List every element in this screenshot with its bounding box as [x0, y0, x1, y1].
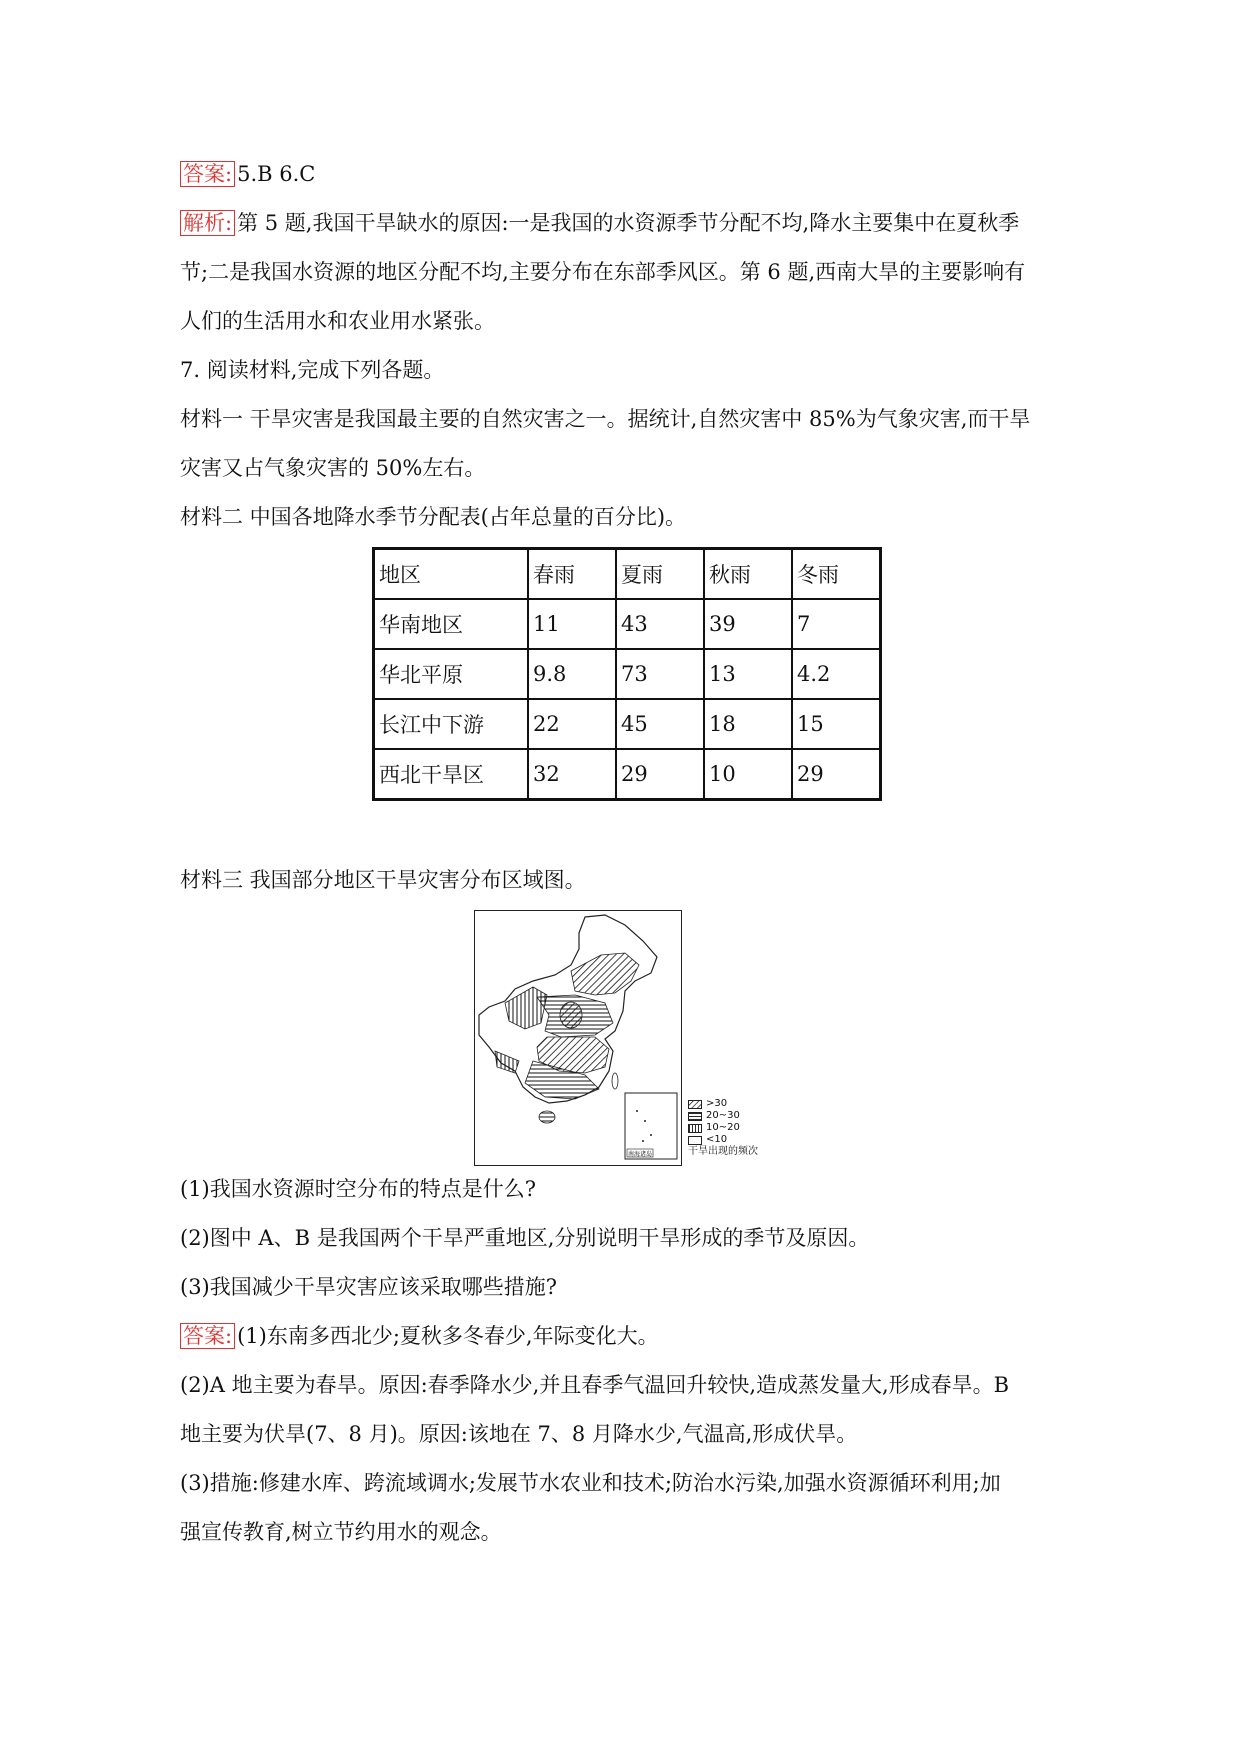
table-cell: 29	[792, 749, 881, 800]
legend-label: <10	[706, 1134, 728, 1145]
table-header-cell: 夏雨	[616, 549, 704, 600]
table-row	[374, 599, 881, 649]
material-2: 材料二 中国各地降水季节分配表(占年总量的百分比)。	[180, 505, 687, 529]
legend-item	[688, 1122, 798, 1134]
table-cell: 15	[792, 699, 881, 749]
table-header-cell: 冬雨	[792, 549, 881, 600]
answer-3-line-1: (3)措施:修建水库、跨流域调水;发展节水农业和技术;防治水污染,加强水资源循环利用;加	[180, 1471, 1001, 1495]
answer-text: 5.B 6.C	[237, 162, 316, 186]
table-cell: 43	[616, 599, 704, 649]
table-cell: 华北平原	[374, 649, 529, 699]
legend-swatch-icon	[688, 1112, 702, 1121]
table-cell: 9.8	[528, 649, 616, 699]
map-legend	[688, 1098, 798, 1158]
table-cell: 11	[528, 599, 616, 649]
answer-3-line-2: 强宣传教育,树立节约用水的观念。	[180, 1520, 502, 1544]
question-7-title: 7. 阅读材料,完成下列各题。	[180, 358, 445, 382]
question-2: (2)图中 A、B 是我国两个干旱严重地区,分别说明干旱形成的季节及原因。	[180, 1226, 870, 1250]
table-cell: 4.2	[792, 649, 881, 699]
material-1-line-2: 灾害又占气象灾害的 50%左右。	[180, 456, 486, 480]
table-row	[374, 699, 881, 749]
table-cell: 长江中下游	[374, 699, 529, 749]
material-1-line-1: 材料一 干旱灾害是我国最主要的自然灾害之一。据统计,自然灾害中 85%为气象灾害,而干旱	[180, 407, 1031, 431]
table-cell: 39	[704, 599, 792, 649]
precipitation-table	[372, 547, 882, 801]
table-cell: 29	[616, 749, 704, 800]
table-cell: 7	[792, 599, 881, 649]
question-1: (1)我国水资源时空分布的特点是什么?	[180, 1177, 537, 1201]
answer-tag: 答案:	[180, 1323, 235, 1349]
answer-1-text: (1)东南多西北少;夏秋多冬春少,年际变化大。	[237, 1324, 659, 1348]
answer-line-1	[180, 160, 1080, 188]
table-cell: 18	[704, 699, 792, 749]
drought-map	[474, 910, 682, 1166]
table-row	[374, 649, 881, 699]
legend-item	[688, 1134, 798, 1146]
answer-tag: 答案:	[180, 161, 235, 187]
table-cell: 73	[616, 649, 704, 699]
legend-label: >30	[706, 1098, 728, 1109]
question-3: (3)我国减少干旱灾害应该采取哪些措施?	[180, 1275, 558, 1299]
legend-label: 10~20	[706, 1122, 740, 1133]
analysis-text-1: 第 5 题,我国干旱缺水的原因:一是我国的水资源季节分配不均,降水主要集中在夏秋季	[237, 211, 1020, 235]
legend-swatch-icon	[688, 1136, 702, 1145]
analysis-line-1	[180, 209, 1080, 237]
analysis-tag: 解析:	[180, 210, 235, 236]
table-header-cell: 地区	[374, 549, 529, 600]
table-header-cell: 春雨	[528, 549, 616, 600]
table-cell: 华南地区	[374, 599, 529, 649]
answer-2-line-1: (2)A 地主要为春旱。原因:春季降水少,并且春季气温回升较快,造成蒸发量大,形成春旱。B	[180, 1373, 1010, 1397]
table-cell: 45	[616, 699, 704, 749]
legend-swatch-icon	[688, 1124, 702, 1133]
table-header-cell: 秋雨	[704, 549, 792, 600]
table-header-row	[374, 549, 881, 600]
legend-item	[688, 1098, 798, 1110]
table-cell: 13	[704, 649, 792, 699]
legend-item	[688, 1110, 798, 1122]
legend-swatch-icon	[688, 1100, 702, 1109]
table-row	[374, 749, 881, 800]
answer-line-2	[180, 1322, 1080, 1350]
table-cell: 10	[704, 749, 792, 800]
answer-2-line-2: 地主要为伏旱(7、8 月)。原因:该地在 7、8 月降水少,气温高,形成伏旱。	[180, 1422, 858, 1446]
table-cell: 32	[528, 749, 616, 800]
table-cell: 西北干旱区	[374, 749, 529, 800]
material-3: 材料三 我国部分地区干旱灾害分布区域图。	[180, 868, 586, 892]
analysis-line-3: 人们的生活用水和农业用水紧张。	[180, 309, 495, 333]
analysis-line-2: 节;二是我国水资源的地区分配不均,主要分布在东部季风区。第 6 题,西南大旱的主要影响有	[180, 260, 1026, 284]
inset-label: 南海诸岛	[628, 1151, 653, 1158]
legend-title: 干旱出现的频次	[688, 1146, 758, 1157]
table-cell: 22	[528, 699, 616, 749]
legend-label: 20~30	[706, 1110, 740, 1121]
china-map-drawing	[475, 911, 682, 1166]
